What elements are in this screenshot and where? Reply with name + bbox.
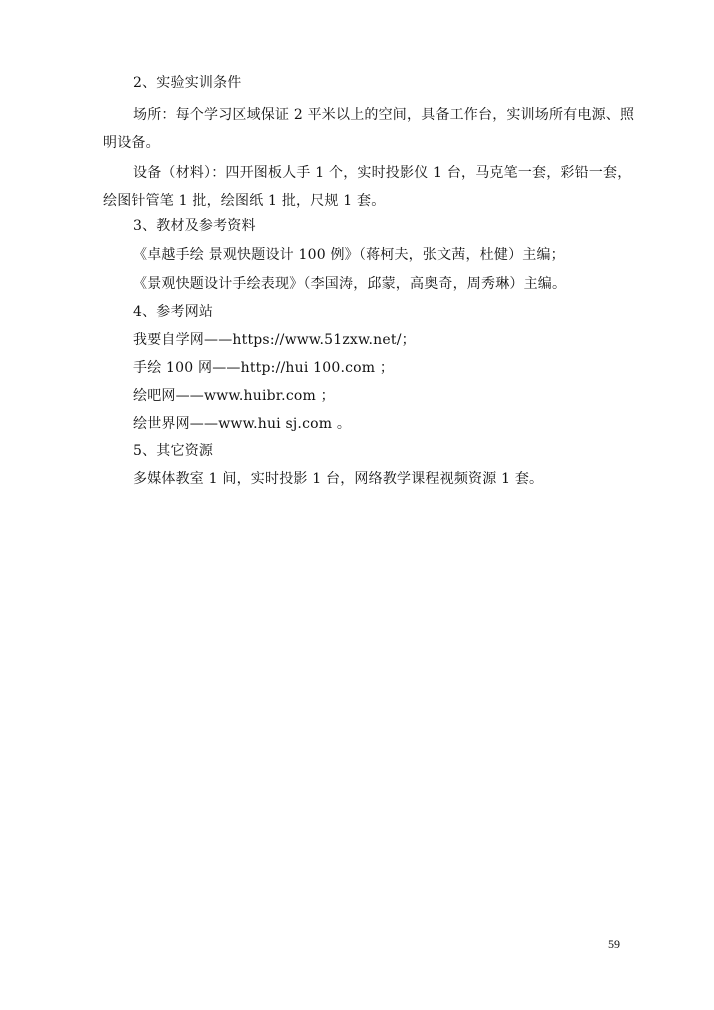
- reference-book-1: 《卓越手绘 景观快题设计 100 例》（蒋柯夫，张文茜，杜健）主编；: [133, 247, 565, 263]
- section-heading-textbooks: 3、教材及参考资料: [133, 218, 256, 234]
- paragraph-equipment-line-1: 设备（材料）：四开图板人手 1 个，实时投影仪 1 台，马克笔一套，彩铅一套，: [133, 165, 632, 181]
- page-number: 59: [608, 937, 620, 951]
- paragraph-other-resources: 多媒体教室 1 间，实时投影 1 台，网络教学课程视频资源 1 套。: [133, 471, 544, 487]
- website-item-huibr: 绘吧网——www.huibr.com ；: [133, 388, 335, 404]
- website-item-51zxw: 我要自学网——https://www.51zxw.net/；: [133, 332, 416, 348]
- section-heading-experiment-conditions: 2、实验实训条件: [133, 75, 242, 91]
- paragraph-equipment-line-2: 绘图针管笔 1 批，绘图纸 1 批，尺规 1 套。: [103, 193, 386, 209]
- reference-book-2: 《景观快题设计手绘表现》（李国涛，邱蒙，高奥奇，周秀琳）主编。: [133, 276, 567, 292]
- website-item-huisj: 绘世界网——www.hui sj.com 。: [133, 416, 352, 432]
- section-heading-reference-websites: 4、参考网站: [133, 304, 214, 320]
- section-heading-other-resources: 5、其它资源: [133, 443, 214, 459]
- paragraph-venue-line-1: 场所：每个学习区域保证 2 平米以上的空间，具备工作台，实训场所有电源、照: [133, 107, 635, 123]
- website-item-hui100: 手绘 100 网——http://hui 100.com ；: [133, 360, 395, 376]
- paragraph-venue-line-2: 明设备。: [103, 135, 160, 151]
